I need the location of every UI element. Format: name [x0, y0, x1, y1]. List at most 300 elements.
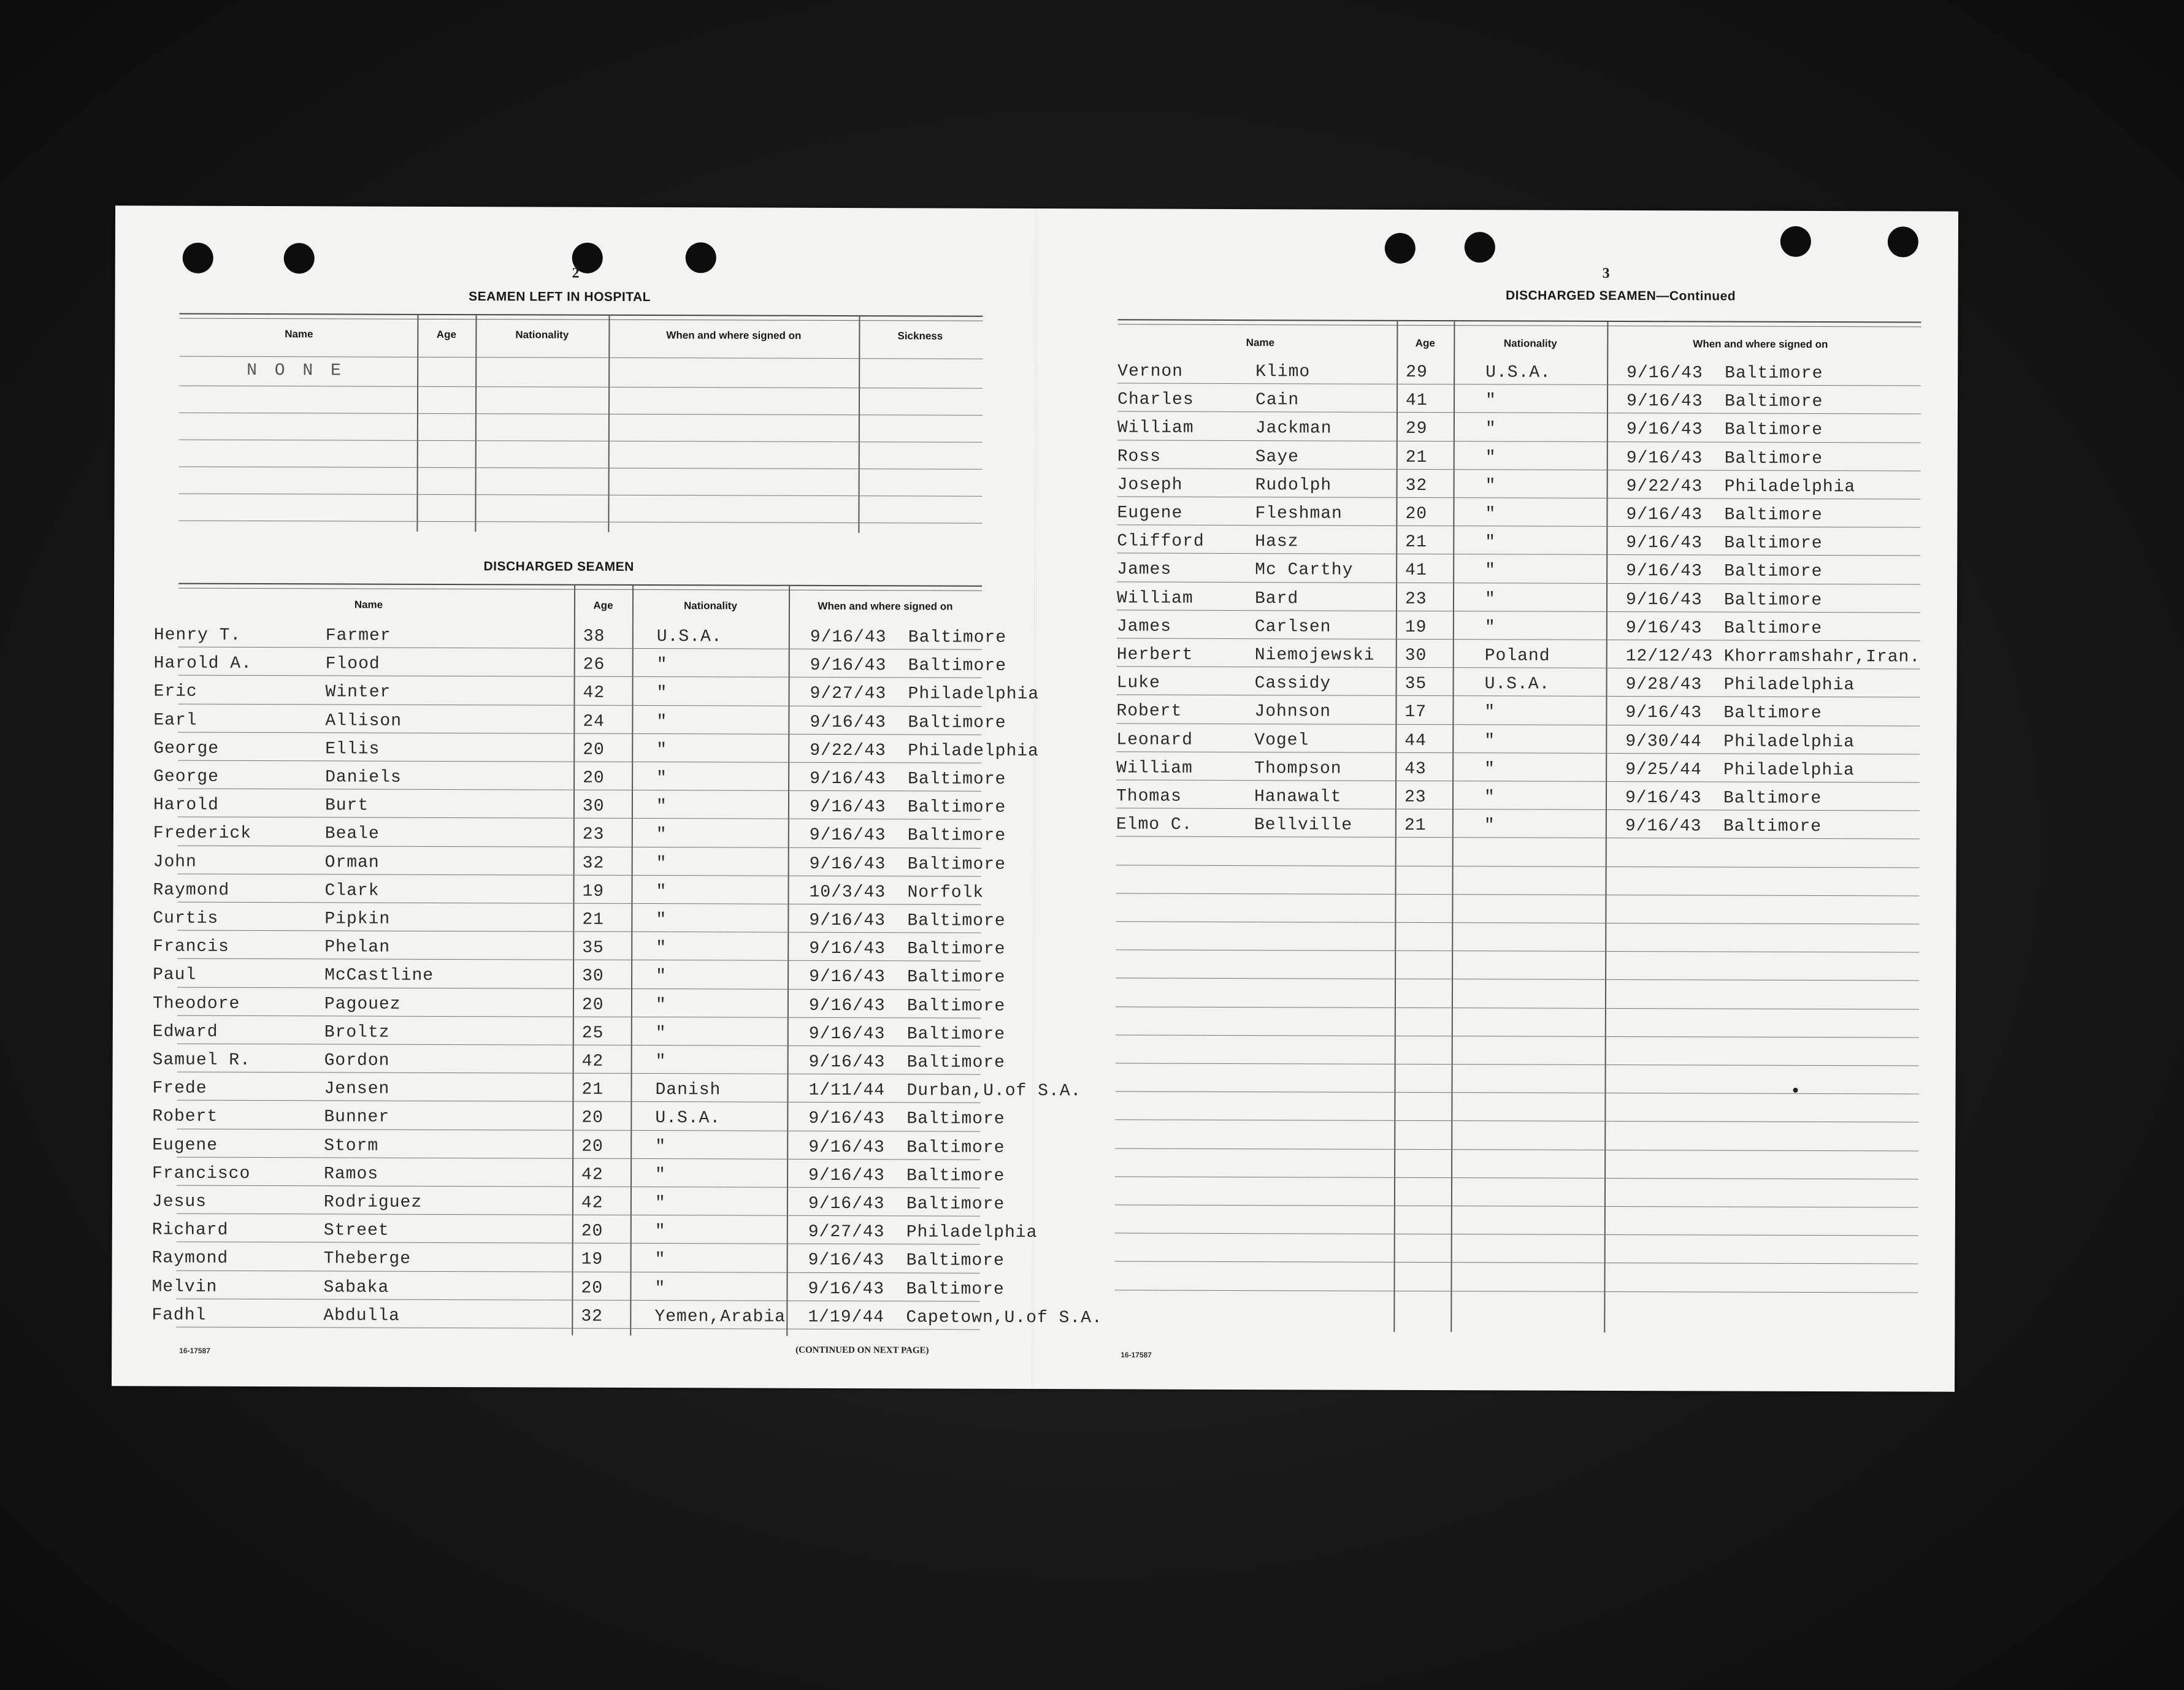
seaman-nationality: " — [1485, 391, 1496, 411]
column-header-nationality: Nationality — [684, 600, 737, 612]
seaman-last-name: Hasz — [1255, 532, 1299, 552]
seaman-nationality: Danish — [655, 1080, 721, 1100]
table-row-rule — [177, 987, 981, 990]
signed-on-date: 9/16/43 — [810, 769, 886, 789]
signed-on-date: 9/16/43 — [808, 1279, 885, 1299]
signed-on-place: Baltimore — [1724, 420, 1823, 440]
column-header-signed-on: When and where signed on — [818, 600, 953, 613]
seaman-nationality: " — [1484, 731, 1496, 751]
seaman-last-name: Bard — [1254, 589, 1299, 608]
seaman-nationality: " — [655, 1023, 667, 1043]
table-row-rule — [178, 789, 981, 792]
signed-on-place: Baltimore — [1723, 789, 1822, 809]
seaman-nationality: " — [656, 911, 667, 930]
table-row-rule — [1116, 779, 1920, 782]
signed-on-date: 9/16/43 — [1626, 420, 1703, 440]
seaman-nationality: " — [1484, 816, 1495, 836]
signed-on-date: 9/16/43 — [809, 968, 886, 987]
discharged-table — [151, 583, 1103, 1337]
seaman-first-name: Robert — [1116, 702, 1182, 722]
signed-on-place: Durban,U.of S.A. — [906, 1081, 1082, 1101]
seaman-age: 23 — [1404, 787, 1427, 808]
table-row-rule — [1116, 751, 1920, 754]
table-row-rule — [178, 703, 981, 706]
form-number: 16-17587 — [179, 1346, 210, 1355]
signed-on-place: Baltimore — [906, 1109, 1005, 1130]
seaman-nationality: " — [656, 882, 667, 901]
seaman-last-name: Gordon — [324, 1051, 390, 1071]
seaman-age: 42 — [581, 1193, 603, 1213]
table-row-rule — [1116, 1006, 1919, 1009]
seaman-first-name: James — [1117, 560, 1172, 580]
table-row-rule — [177, 930, 981, 933]
seaman-first-name: John — [153, 852, 197, 872]
column-header-name: Name — [354, 598, 383, 611]
punch-hole — [183, 243, 213, 273]
signed-on-place: Baltimore — [907, 826, 1006, 846]
table-row-rule — [178, 732, 981, 735]
table-row-rule — [177, 958, 981, 962]
right-page — [1035, 208, 1958, 1392]
table-row-rule — [1117, 383, 1921, 386]
seaman-first-name: Elmo C. — [1116, 815, 1193, 835]
punch-hole — [1385, 233, 1416, 264]
seaman-nationality: U.S.A. — [656, 627, 722, 647]
signed-on-date: 9/16/43 — [809, 911, 886, 931]
document-sheet — [112, 205, 1958, 1391]
seaman-nationality: " — [655, 1165, 666, 1185]
seaman-first-name: Leonard — [1116, 730, 1193, 750]
seaman-age: 20 — [581, 995, 604, 1015]
seaman-last-name: Thompson — [1254, 759, 1342, 779]
signed-on-place: Philadelphia — [1723, 675, 1855, 695]
seaman-last-name: Allison — [325, 711, 402, 731]
seaman-first-name: Henry T. — [153, 625, 242, 645]
seaman-age: 30 — [582, 967, 604, 987]
seaman-nationality: Poland — [1484, 646, 1550, 666]
seaman-age: 42 — [581, 1052, 604, 1071]
seaman-age: 26 — [583, 655, 605, 675]
hospital-entry: N O N E — [247, 361, 345, 381]
table-row-rule — [1116, 950, 1919, 953]
table-row-rule — [177, 1157, 980, 1160]
column-header-nationality: Nationality — [515, 329, 569, 341]
table-row-rule — [178, 675, 982, 678]
seaman-nationality: " — [1484, 618, 1496, 638]
seaman-nationality: " — [1484, 788, 1495, 808]
seaman-nationality: " — [656, 939, 667, 958]
seaman-nationality: " — [1485, 419, 1496, 439]
signed-on-place: Baltimore — [907, 939, 1006, 960]
table-row-rule — [1117, 667, 1920, 670]
form-number: 16-17587 — [1121, 1350, 1152, 1359]
seaman-last-name: Bunner — [324, 1107, 390, 1128]
seaman-first-name: William — [1117, 418, 1194, 438]
seaman-age: 21 — [1404, 816, 1427, 836]
seaman-first-name: Ross — [1117, 447, 1162, 467]
seaman-age: 20 — [581, 1222, 603, 1241]
seaman-age: 20 — [583, 740, 605, 760]
column-header-name: Name — [1246, 337, 1275, 349]
seaman-age: 21 — [581, 1080, 604, 1099]
seaman-last-name: Phelan — [324, 938, 391, 957]
ink-speck — [1793, 1088, 1798, 1093]
seaman-first-name: Melvin — [151, 1277, 218, 1297]
seaman-nationality: " — [656, 769, 667, 789]
table-row-rule — [177, 1072, 981, 1075]
seaman-last-name: Johnson — [1254, 702, 1331, 722]
signed-on-date: 9/16/43 — [1625, 789, 1702, 808]
table-row-rule — [1114, 1290, 1918, 1293]
seaman-first-name: Eugene — [152, 1136, 218, 1155]
seaman-last-name: Jackman — [1255, 419, 1332, 438]
seaman-last-name: Rudolph — [1255, 475, 1332, 495]
seaman-first-name: Eugene — [1117, 503, 1183, 523]
signed-on-date: 9/16/43 — [810, 713, 887, 732]
signed-on-date: 9/16/43 — [808, 1109, 886, 1129]
table-row-rule — [178, 760, 981, 763]
seaman-first-name: William — [1116, 759, 1193, 778]
seaman-first-name: Luke — [1116, 673, 1160, 693]
table-row-rule — [1115, 1261, 1918, 1264]
signed-on-place: Baltimore — [907, 798, 1006, 818]
seaman-first-name: George — [153, 739, 220, 759]
seaman-last-name: Storm — [324, 1136, 379, 1156]
punch-hole — [1780, 226, 1811, 257]
column-header-age: Age — [1415, 337, 1435, 350]
seaman-age: 19 — [582, 882, 605, 901]
discharged-continued-table — [1114, 319, 1921, 1333]
signed-on-place: Baltimore — [1724, 392, 1823, 412]
seaman-last-name: Vogel — [1254, 730, 1309, 750]
seaman-first-name: Curtis — [153, 909, 219, 928]
seaman-first-name: Paul — [153, 965, 197, 985]
seaman-last-name: Cain — [1255, 391, 1300, 410]
seaman-age: 41 — [1405, 391, 1428, 411]
seaman-last-name: Carlsen — [1254, 617, 1331, 637]
seaman-first-name: Charles — [1117, 390, 1194, 410]
table-row-rule — [178, 845, 981, 848]
seaman-nationality: " — [656, 797, 667, 817]
seaman-first-name: Francis — [153, 937, 229, 957]
signed-on-place: Baltimore — [1723, 619, 1823, 638]
signed-on-place: Baltimore — [1724, 533, 1823, 554]
signed-on-place: Baltimore — [908, 713, 1006, 733]
seaman-first-name: Robert — [152, 1107, 218, 1127]
signed-on-place: Baltimore — [908, 770, 1006, 789]
signed-on-date: 9/16/43 — [808, 1138, 885, 1157]
seaman-age: 38 — [583, 627, 605, 646]
column-header-signed-on: When and where signed on — [1693, 338, 1828, 351]
signed-on-place: Philadelphia — [1724, 477, 1856, 497]
continued-note: (CONTINUED ON NEXT PAGE) — [795, 1345, 929, 1356]
table-row-rule — [1117, 496, 1921, 499]
signed-on-date: 9/16/43 — [1626, 533, 1703, 553]
table-row-rule — [1117, 610, 1920, 613]
seaman-age: 30 — [1404, 646, 1427, 666]
seaman-last-name: Abdulla — [323, 1306, 400, 1326]
table-row-rule — [177, 1100, 980, 1103]
table-row-rule — [1116, 978, 1919, 981]
table-row-rule — [1116, 1034, 1919, 1038]
column-header-name: Name — [285, 328, 313, 340]
table-row-rule — [1116, 1063, 1919, 1066]
signed-on-place: Baltimore — [906, 1025, 1006, 1044]
table-row-rule — [1115, 1120, 1918, 1123]
discharged-section-title: DISCHARGED SEAMEN — [483, 559, 634, 574]
seaman-age: 29 — [1406, 362, 1428, 383]
seaman-last-name: Bellville — [1254, 816, 1353, 835]
seaman-age: 23 — [582, 825, 605, 845]
table-row-rule — [176, 1327, 979, 1330]
seaman-age: 20 — [581, 1137, 603, 1157]
table-row-rule — [178, 817, 981, 820]
seaman-last-name: Broltz — [324, 1023, 390, 1042]
seaman-age: 21 — [1405, 448, 1428, 467]
column-header-age: Age — [593, 599, 613, 611]
seaman-nationality: " — [1484, 703, 1496, 722]
seaman-nationality: " — [654, 1279, 666, 1298]
seaman-first-name: Frede — [152, 1079, 207, 1098]
seaman-age: 35 — [582, 938, 604, 958]
column-header-sickness: Sickness — [897, 330, 943, 342]
signed-on-place: Philadelphia — [908, 741, 1039, 761]
signed-on-date: 9/16/43 — [1627, 364, 1703, 383]
table-row-rule — [178, 647, 982, 650]
punch-hole — [1465, 232, 1495, 262]
seaman-first-name: Theodore — [152, 994, 240, 1014]
seaman-nationality: U.S.A. — [1485, 363, 1552, 383]
seaman-age: 32 — [582, 854, 605, 873]
page-number: 2 — [572, 265, 580, 281]
table-row-rule — [1117, 525, 1920, 528]
signed-on-date: 9/22/43 — [1626, 476, 1703, 497]
seaman-nationality: " — [656, 967, 667, 987]
discharged-continued-title: DISCHARGED SEAMEN—Continued — [1505, 288, 1736, 304]
seaman-last-name: Rodriguez — [323, 1193, 423, 1212]
seaman-nationality: " — [656, 684, 668, 703]
table-row-rule — [1117, 440, 1921, 443]
seaman-age: 17 — [1404, 703, 1427, 722]
table-row-rule — [1117, 411, 1921, 415]
seaman-last-name: Hanawalt — [1254, 787, 1342, 807]
seaman-first-name: Clifford — [1117, 532, 1205, 552]
seaman-age: 19 — [581, 1250, 603, 1270]
signed-on-place: Baltimore — [906, 1053, 1005, 1072]
signed-on-date: 9/16/43 — [1625, 703, 1703, 723]
seaman-last-name: Flood — [325, 654, 380, 674]
seaman-age: 43 — [1404, 759, 1427, 779]
seaman-last-name: Ellis — [325, 740, 380, 759]
signed-on-date: 9/16/43 — [810, 656, 887, 676]
table-row-rule — [176, 1298, 979, 1301]
signed-on-place: Baltimore — [907, 968, 1006, 988]
signed-on-date: 9/16/43 — [1626, 392, 1703, 411]
seaman-nationality: " — [656, 712, 668, 732]
seaman-age: 32 — [581, 1307, 603, 1326]
seaman-last-name: Daniels — [325, 768, 402, 787]
seaman-age: 20 — [1405, 504, 1428, 524]
signed-on-date: 9/16/43 — [1625, 817, 1702, 836]
seaman-last-name: Cassidy — [1254, 674, 1331, 694]
seaman-first-name: Fadhl — [151, 1306, 207, 1325]
table-row-rule — [1117, 695, 1920, 698]
seaman-first-name: Herbert — [1116, 645, 1194, 665]
signed-on-date: 1/19/44 — [808, 1307, 885, 1328]
seaman-first-name: Harold A. — [153, 654, 252, 674]
signed-on-place: Baltimore — [906, 1195, 1005, 1214]
table-row-rule — [1117, 581, 1920, 584]
seaman-age: 20 — [583, 768, 605, 788]
signed-on-place: Norfolk — [907, 883, 984, 903]
seaman-last-name: Jensen — [324, 1079, 390, 1099]
table-row-rule — [1116, 836, 1920, 839]
seaman-first-name: Edward — [152, 1022, 218, 1042]
seaman-last-name: Niemojewski — [1254, 646, 1375, 665]
signed-on-place: Baltimore — [1725, 364, 1823, 384]
signed-on-date: 9/16/43 — [809, 854, 886, 874]
seaman-last-name: Klimo — [1255, 362, 1311, 382]
seaman-nationality: " — [654, 1222, 666, 1242]
hospital-section-title: SEAMEN LEFT IN HOSPITAL — [469, 289, 651, 305]
signed-on-date: 9/16/43 — [808, 1194, 885, 1214]
punch-hole — [1888, 226, 1918, 257]
seaman-age: 19 — [1404, 618, 1427, 637]
signed-on-place: Baltimore — [1724, 505, 1823, 526]
seaman-last-name: Saye — [1255, 447, 1300, 467]
signed-on-date: 9/22/43 — [810, 741, 886, 761]
table-row-rule — [177, 1128, 980, 1131]
seaman-nationality: " — [1485, 505, 1496, 524]
signed-on-date: 1/11/44 — [808, 1081, 886, 1101]
seaman-age: 21 — [582, 910, 605, 930]
punch-hole — [686, 242, 716, 273]
column-header-signed-on: When and where signed on — [666, 329, 802, 342]
signed-on-place: Baltimore — [906, 1166, 1005, 1186]
seaman-last-name: Sabaka — [323, 1277, 389, 1298]
signed-on-place: Khorramshahr,Iran. — [1723, 647, 1921, 667]
column-header-nationality: Nationality — [1503, 337, 1557, 350]
seaman-last-name: Mc Carthy — [1255, 560, 1354, 581]
seaman-age: 20 — [581, 1109, 604, 1128]
seaman-last-name: Theberge — [323, 1249, 412, 1269]
seaman-first-name: Francisco — [152, 1164, 251, 1183]
table-row-rule — [1117, 638, 1920, 641]
signed-on-date: 9/27/43 — [810, 684, 887, 704]
table-row-rule — [177, 902, 981, 905]
signed-on-date: 9/28/43 — [1625, 675, 1703, 695]
seaman-last-name: Farmer — [325, 626, 391, 646]
seaman-nationality: " — [656, 854, 667, 873]
table-row-rule — [177, 1214, 980, 1217]
table-row-rule — [177, 1015, 981, 1018]
seaman-first-name: Eric — [153, 682, 197, 702]
seaman-nationality: " — [1485, 533, 1496, 552]
signed-on-date: 12/12/43 — [1625, 647, 1714, 667]
seaman-last-name: Burt — [324, 796, 369, 816]
table-row-rule — [1115, 1204, 1918, 1207]
signed-on-date: 10/3/43 — [809, 882, 886, 903]
seaman-last-name: Pagouez — [324, 994, 401, 1014]
signed-on-place: Baltimore — [1724, 562, 1823, 582]
seaman-nationality: " — [654, 1250, 666, 1270]
seaman-age: 23 — [1404, 589, 1427, 609]
seaman-nationality: " — [655, 1052, 667, 1072]
seaman-nationality: " — [656, 656, 668, 675]
seaman-last-name: Pipkin — [324, 909, 391, 929]
seaman-age: 24 — [583, 712, 605, 732]
seaman-first-name: Vernon — [1117, 362, 1184, 381]
seaman-nationality: " — [1485, 476, 1496, 496]
signed-on-place: Philadelphia — [906, 1223, 1038, 1243]
signed-on-date: 9/16/43 — [809, 939, 886, 959]
seaman-age: 42 — [581, 1165, 603, 1185]
signed-on-place: Baltimore — [908, 656, 1006, 676]
signed-on-place: Baltimore — [906, 996, 1006, 1016]
signed-on-date: 9/16/43 — [808, 1166, 885, 1186]
seaman-age: 20 — [581, 1279, 603, 1298]
signed-on-date: 9/16/43 — [808, 1251, 885, 1271]
punch-hole — [284, 243, 315, 273]
signed-on-place: Baltimore — [1723, 817, 1822, 837]
seaman-age: 41 — [1405, 561, 1427, 581]
signed-on-place: Baltimore — [907, 911, 1006, 931]
table-row-rule — [1115, 1148, 1918, 1151]
table-row-rule — [1116, 723, 1920, 726]
table-row-rule — [1117, 553, 1920, 556]
seaman-nationality: " — [656, 825, 667, 845]
seaman-nationality: " — [655, 1137, 667, 1157]
table-row-rule — [1116, 808, 1920, 811]
signed-on-date: 9/30/44 — [1625, 732, 1702, 752]
signed-on-place: Baltimore — [1724, 449, 1823, 468]
seaman-first-name: Harold — [153, 795, 219, 816]
seaman-nationality: Yemen,Arabia — [654, 1307, 786, 1327]
seaman-last-name: Beale — [324, 824, 380, 844]
seaman-age: 21 — [1405, 533, 1427, 552]
seaman-age: 29 — [1405, 419, 1428, 439]
table-row-rule — [1115, 1233, 1918, 1236]
signed-on-place: Baltimore — [907, 854, 1006, 874]
signed-on-date: 9/16/43 — [808, 996, 886, 1015]
table-row-rule — [1115, 1092, 1918, 1095]
signed-on-place: Baltimore — [906, 1138, 1005, 1158]
seaman-nationality: " — [1484, 589, 1496, 609]
seaman-first-name: Thomas — [1116, 787, 1182, 806]
table-row-rule — [178, 873, 981, 876]
signed-on-date: 9/16/43 — [1625, 590, 1703, 610]
seaman-last-name: Clark — [324, 881, 380, 901]
seaman-last-name: Street — [323, 1221, 389, 1241]
table-row-rule — [177, 1242, 980, 1245]
seaman-first-name: George — [153, 767, 219, 787]
seaman-first-name: Earl — [153, 711, 197, 730]
table-row-rule — [177, 1270, 980, 1273]
signed-on-place: Philadelphia — [1723, 732, 1855, 752]
table-row-rule — [1115, 1176, 1918, 1179]
seaman-first-name: William — [1116, 589, 1194, 608]
seaman-age: 44 — [1404, 731, 1427, 751]
seaman-age: 25 — [581, 1023, 604, 1043]
signed-on-date: 9/16/43 — [1625, 618, 1703, 638]
seaman-nationality: " — [655, 995, 667, 1015]
seaman-nationality: U.S.A. — [655, 1109, 721, 1128]
signed-on-place: Baltimore — [1723, 703, 1822, 724]
column-header-age: Age — [436, 328, 456, 341]
hospital-table — [178, 313, 983, 537]
seaman-first-name: James — [1116, 617, 1171, 637]
seaman-first-name: Joseph — [1117, 475, 1183, 495]
